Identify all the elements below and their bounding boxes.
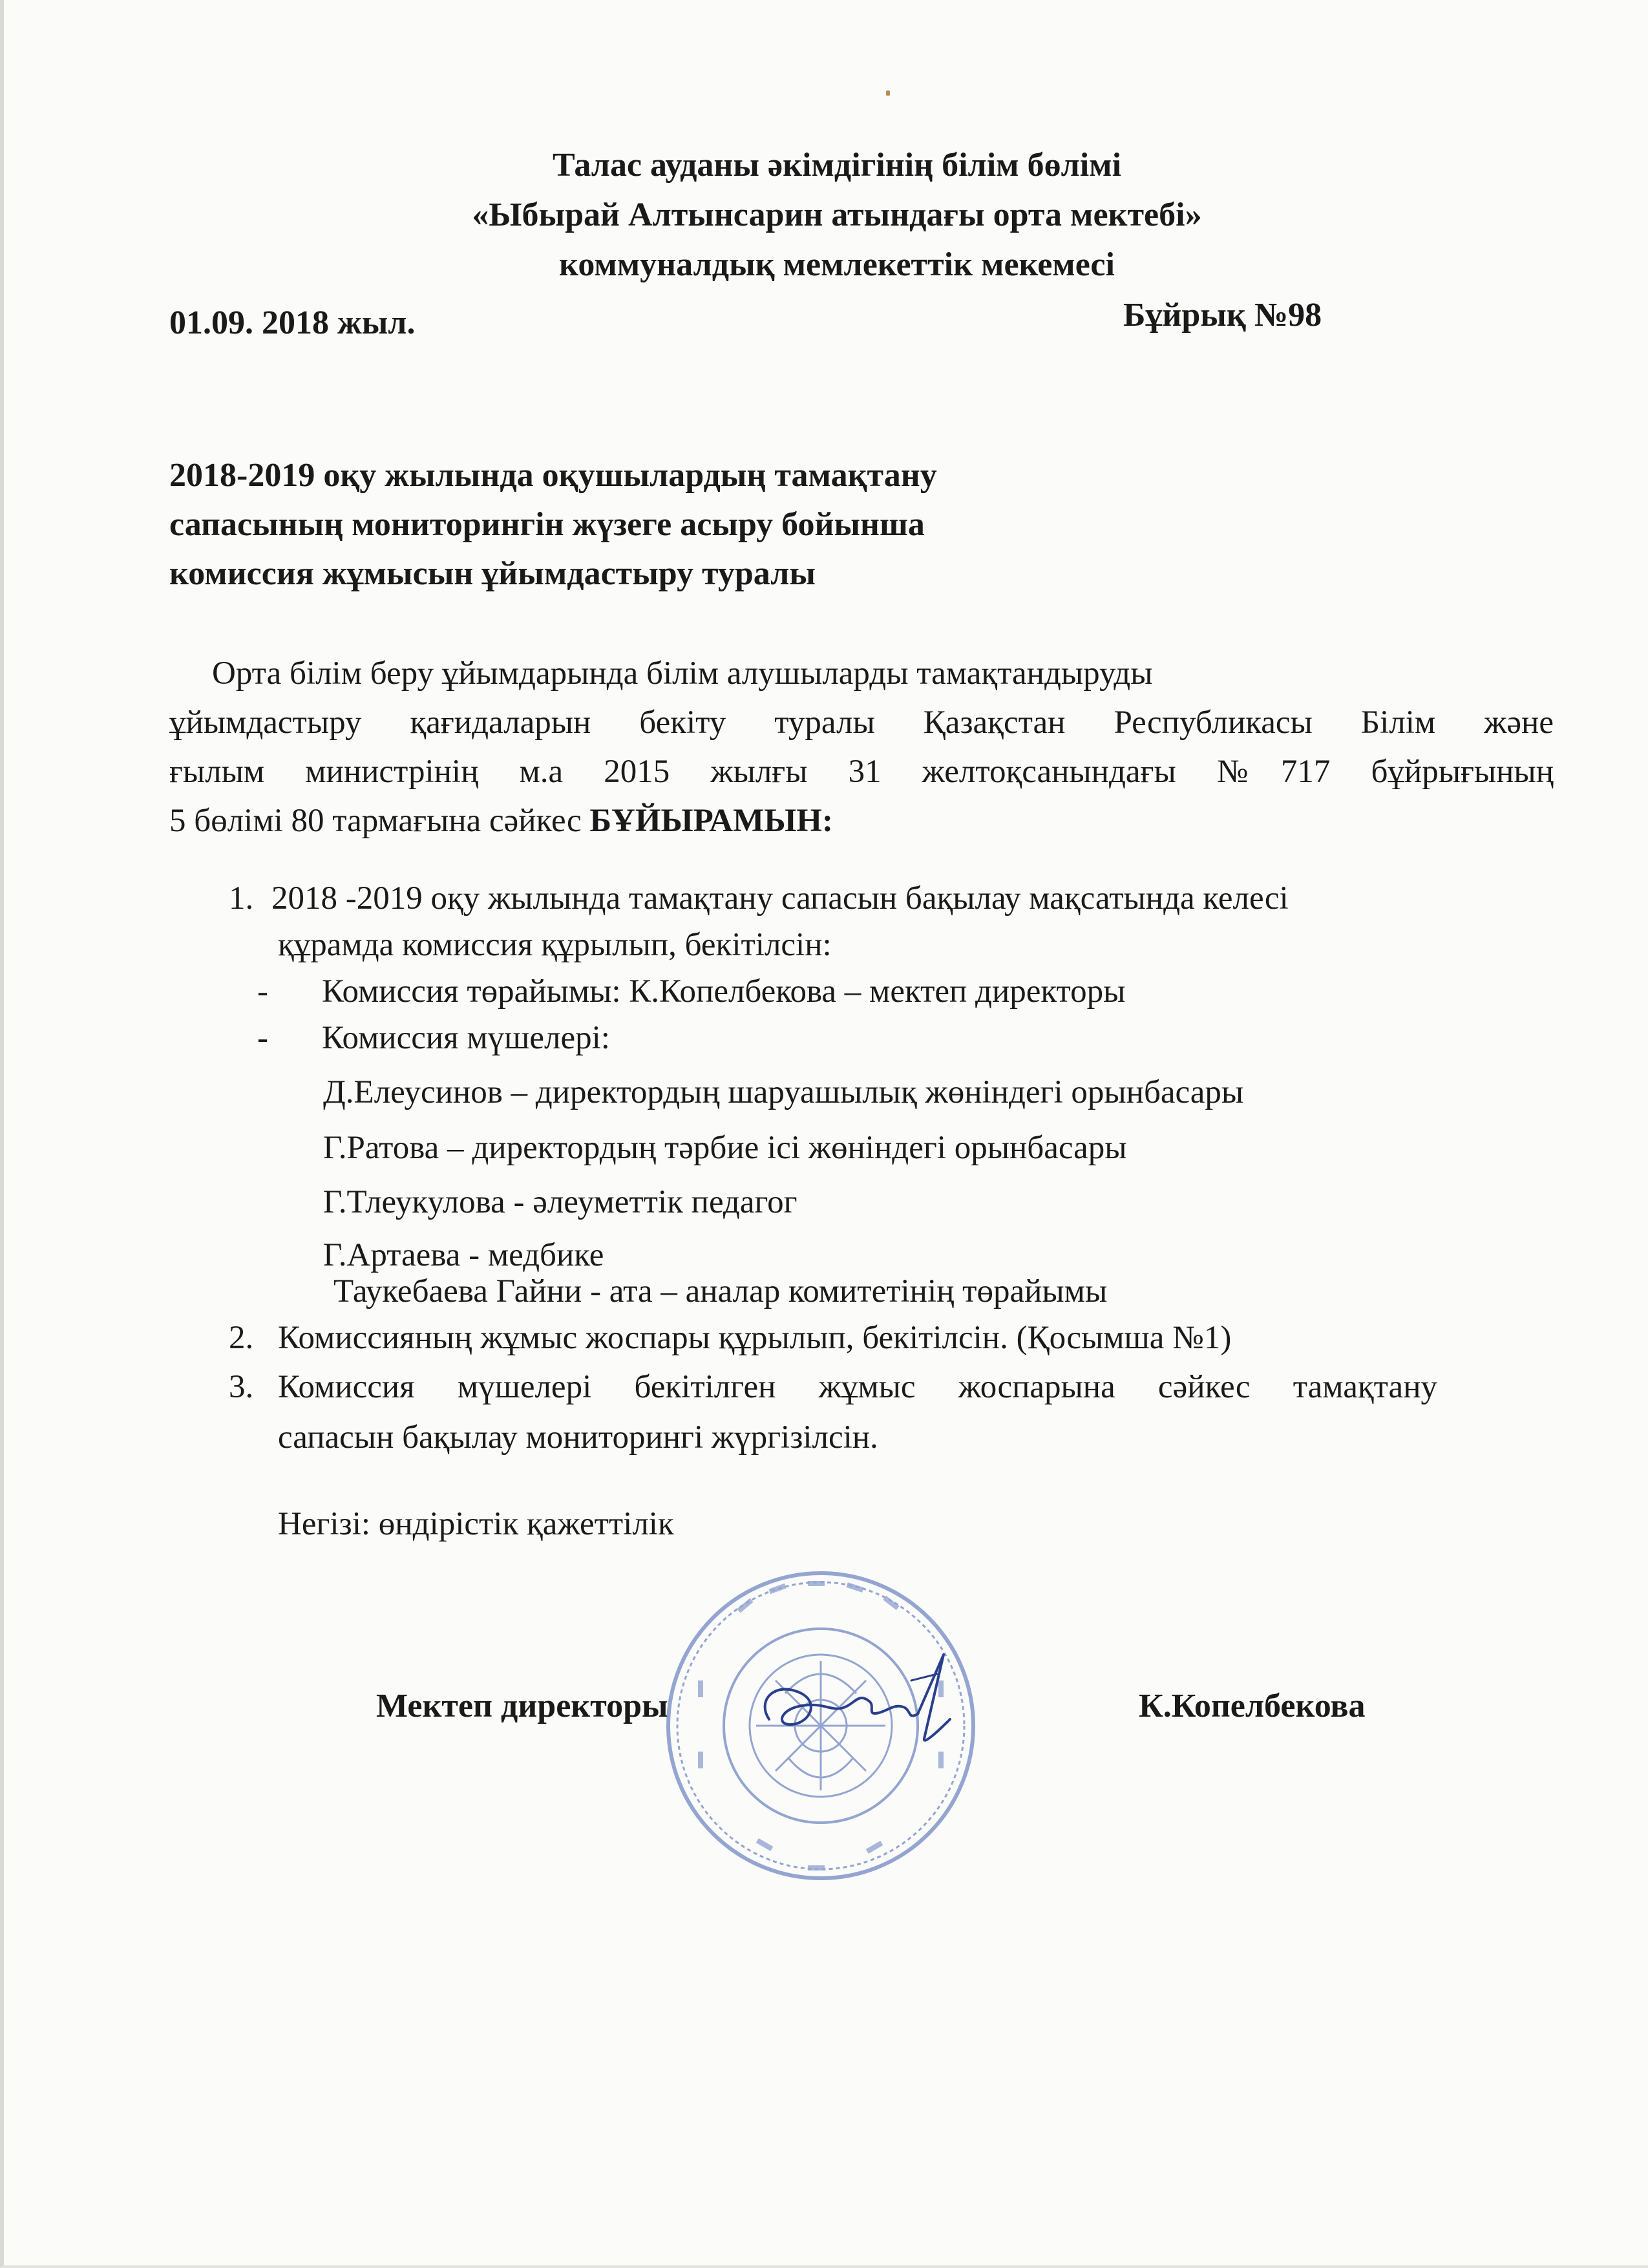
members-dash: - (257, 1020, 268, 1056)
order-title-line-2: сапасының мониторингін жүзеге асыру бойынша (169, 506, 925, 543)
item-3-line-1: Комиссия мүшелері бекітілген жұмыс жоспарына сәйкес тамақтану (278, 1369, 1437, 1405)
commission-member: Д.Елеусинов – директордың шаруашылық жөніндегі орынбасары (323, 1074, 1244, 1110)
order-date: 01.09. 2018 жыл. (169, 304, 416, 341)
order-keyword: БҰЙЫРАМЫН: (589, 803, 833, 839)
commission-member: Г.Артаева - медбике (323, 1237, 604, 1273)
paper-speck (886, 90, 890, 96)
order-title-line-1: 2018-2019 оқу жылында оқушылардың тамақтану (169, 457, 937, 494)
commission-member: Таукебаева Гайни - ата – аналар комитетінің төрайымы (333, 1273, 1108, 1309)
order-title-line-3: комиссия жұмысын ұйымдастыру туралы (169, 555, 816, 592)
preamble-line-4-text: 5 бөлімі 80 тармағына сәйкес (169, 803, 590, 839)
commission-chair: Комиссия төрайымы: К.Копелбекова – мектеп директоры (322, 973, 1126, 1010)
signature-position: Мектеп директоры (376, 1688, 668, 1724)
header-institution-type: коммуналдық мемлекеттік мекемесі (559, 246, 1115, 283)
item-1-line-2: құрамда комиссия құрылып, бекітілсін: (278, 927, 832, 963)
preamble-line-3: ғылым министрінің м.а 2015 жылғы 31 желтоқсанындағы №717 бұйрығының (169, 754, 1554, 790)
item-1-line-1: 2018 -2019 оқу жылында тамақтану сапасын бақылау мақсатында келесі (271, 880, 1289, 917)
header-department: Талас ауданы әкімдігінің білім бөлімі (552, 147, 1122, 184)
director-signature (750, 1642, 982, 1758)
commission-member: Г.Тлеукулова - әлеуметтік педагог (323, 1184, 798, 1220)
preamble-line-1: Орта білім беру ұйымдарында білім алушыларды тамақтандыруды (212, 655, 1153, 692)
item-3-number: 3. (229, 1369, 254, 1405)
commission-members-label: Комиссия мүшелері: (322, 1020, 610, 1056)
order-basis: Негізі: өндірістік қажеттілік (278, 1506, 674, 1542)
signature-name: К.Копелбекова (1139, 1688, 1366, 1724)
item-1-number: 1. (229, 880, 254, 917)
order-number: Бұйрық №98 (1123, 297, 1322, 334)
item-2-number: 2. (229, 1320, 254, 1356)
commission-member: Г.Ратова – директордың тәрбие ісі жөніндегі орынбасары (323, 1130, 1127, 1166)
item-3-line-2: сапасын бақылау мониторингі жүргізілсін. (278, 1419, 878, 1456)
chair-dash: - (257, 973, 268, 1010)
preamble-line-4 (169, 801, 833, 840)
preamble-line-2: ұйымдастыру қағидаларын бекіту туралы Қазақстан Республикасы Білім және (169, 705, 1554, 741)
item-2-line-1: Комиссияның жұмыс жоспары құрылып, бекітілсін. (Қосымша №1) (278, 1320, 1232, 1356)
header-school-name: «Ыбырай Алтынсарин атындағы орта мектебі» (472, 196, 1202, 233)
